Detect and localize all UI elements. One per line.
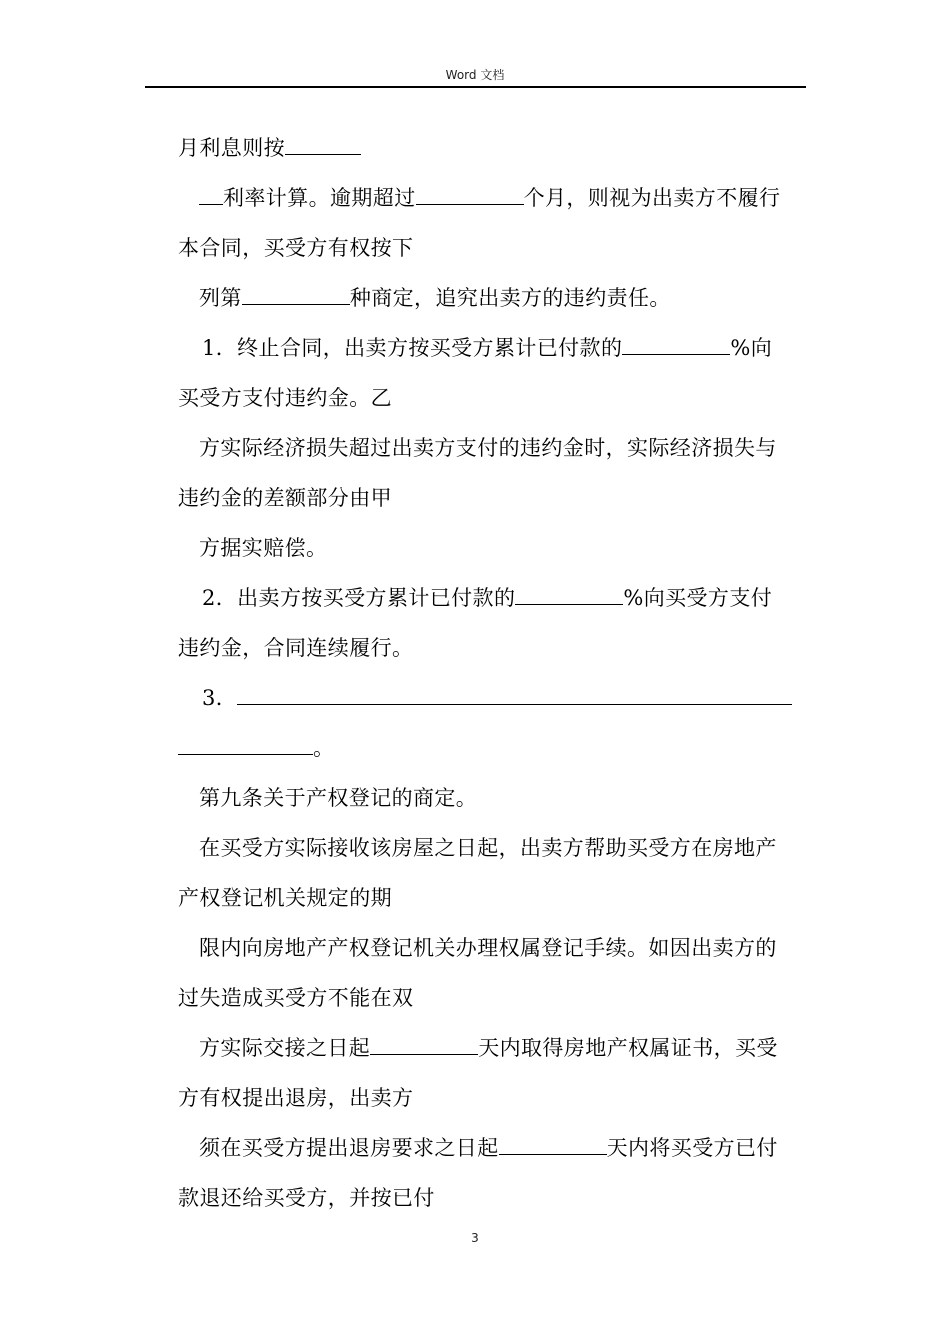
fill-in-blank [515, 580, 623, 605]
text-segment: 3． [202, 686, 238, 710]
paragraph-line [178, 430, 803, 480]
text-segment: %向买受方支付 [623, 586, 773, 610]
paragraph-line [178, 1130, 803, 1180]
fill-in-blank [242, 280, 350, 305]
text-segment: 买受方支付违约金。乙 [178, 386, 392, 410]
paragraph-line [178, 280, 803, 330]
fill-in-blank [416, 180, 524, 205]
text-segment: 列第 [199, 286, 242, 310]
text-segment: 方有权提出退房，出卖方 [178, 1086, 414, 1110]
fill-in-blank [199, 180, 223, 205]
paragraph-line [178, 630, 803, 680]
text-segment: %向 [730, 336, 773, 360]
document-body [178, 130, 803, 1230]
text-segment: 须在买受方提出退房要求之日起 [199, 1136, 499, 1160]
text-segment: 违约金的差额部分由甲 [178, 486, 392, 510]
page-number: 3 [471, 1231, 479, 1245]
fill-in-blank [178, 730, 313, 755]
paragraph-line [178, 1180, 803, 1230]
paragraph-line [178, 980, 803, 1030]
fill-in-blank [370, 1030, 478, 1055]
text-segment: 方据实赔偿。 [199, 536, 328, 560]
text-segment: 2．出卖方按买受方累计已付款的 [202, 586, 516, 610]
paragraph-line [178, 680, 803, 730]
text-segment: 天内取得房地产权属证书，买受 [478, 1036, 778, 1060]
paragraph-line [178, 1080, 803, 1130]
paragraph-line [178, 580, 803, 630]
fill-in-blank [499, 1130, 607, 1155]
text-segment: 月利息则按 [178, 136, 285, 160]
text-segment: 1．终止合同，出卖方按买受方累计已付款的 [202, 336, 623, 360]
text-segment: 在买受方实际接收该房屋之日起，出卖方帮助买受方在房地产 [199, 836, 777, 860]
text-segment: 第九条关于产权登记的商定。 [199, 786, 478, 810]
text-segment: 种商定，追究出卖方的违约责任。 [349, 286, 671, 310]
paragraph-line [178, 930, 803, 980]
paragraph-line [178, 130, 803, 180]
fill-in-blank [622, 330, 730, 355]
paragraph-line [178, 830, 803, 880]
text-segment: 。 [313, 736, 335, 760]
paragraph-line [178, 180, 803, 230]
paragraph-line [178, 880, 803, 930]
fill-in-blank [237, 680, 792, 705]
text-segment: 款退还给买受方，并按已付 [178, 1186, 435, 1210]
text-segment: 过失造成买受方不能在双 [178, 986, 414, 1010]
text-segment: 违约金，合同连续履行。 [178, 636, 414, 660]
text-segment: 方实际经济损失超过出卖方支付的违约金时，实际经济损失与 [199, 436, 777, 460]
article-heading [178, 780, 803, 830]
paragraph-line [178, 1030, 803, 1080]
paragraph-line [178, 730, 803, 780]
text-segment: 方实际交接之日起 [199, 1036, 371, 1060]
paragraph-line [178, 480, 803, 530]
text-segment: 天内将买受方已付 [606, 1136, 778, 1160]
text-segment: 产权登记机关规定的期 [178, 886, 392, 910]
paragraph-line [178, 380, 803, 430]
paragraph-line [178, 330, 803, 380]
paragraph-line [178, 530, 803, 580]
header-title: Word 文档 [445, 68, 505, 82]
text-segment: 利率计算。逾期超过 [223, 186, 416, 210]
text-segment: 个月，则视为出卖方不履行 [523, 186, 781, 210]
text-segment: 限内向房地产产权登记机关办理权属登记手续。如因出卖方的 [199, 936, 777, 960]
fill-in-blank [285, 130, 361, 155]
header-divider [145, 86, 806, 88]
text-segment: 本合同，买受方有权按下 [178, 236, 414, 260]
paragraph-line [178, 230, 803, 280]
